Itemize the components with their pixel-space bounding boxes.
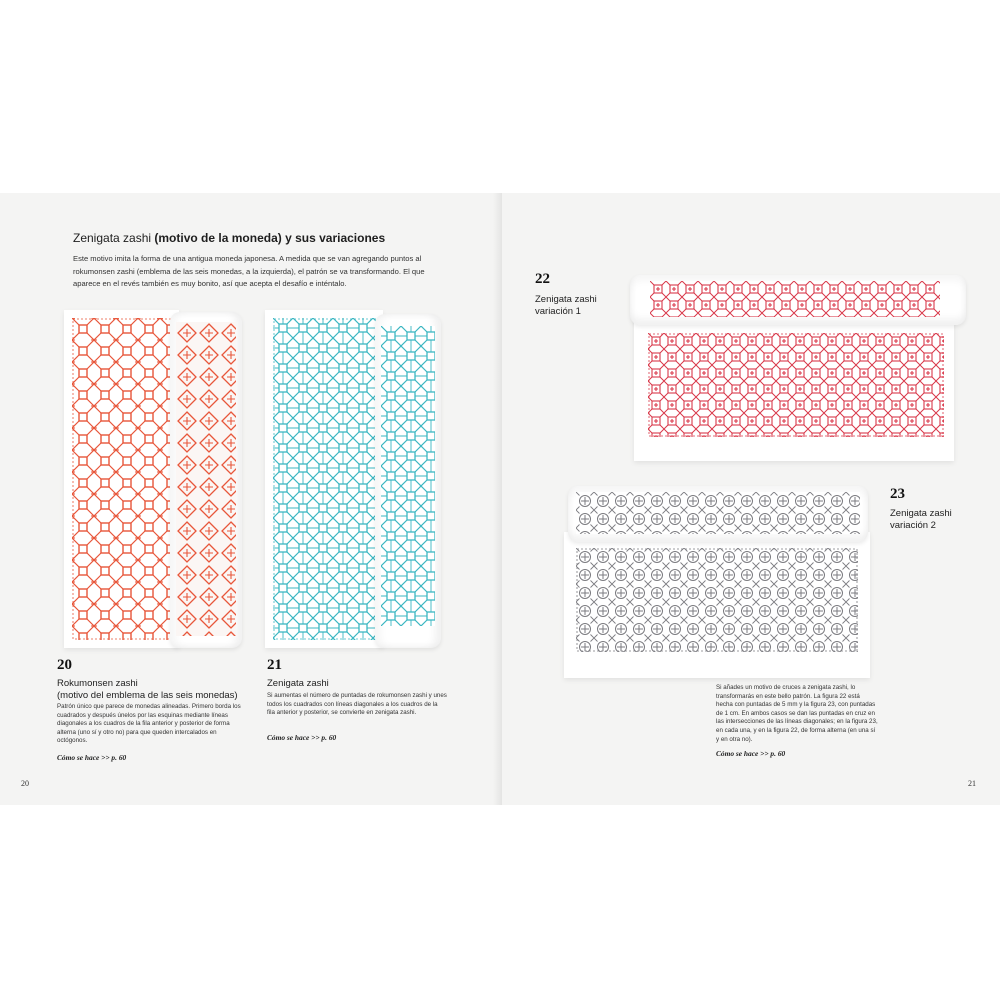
figure-22-title-line2: variación 1 [535, 306, 581, 317]
howto-page: p. 60 [321, 733, 337, 742]
figure-22-title [535, 294, 597, 318]
figure-21-howto-link[interactable] [267, 733, 336, 742]
figure-20-title-line1: Rokumonsen zashi [57, 678, 138, 689]
fig23-roll-pattern [576, 492, 860, 534]
figure-23-title [890, 508, 952, 532]
figure-23-title-line1: Zenigata zashi [890, 508, 952, 519]
figure-21-title: Zenigata zashi [267, 678, 329, 689]
section-title [73, 231, 385, 245]
figure-20-image [64, 310, 246, 650]
page-number-right: 21 [968, 779, 976, 788]
left-page [0, 193, 498, 805]
figure-23-image [564, 486, 874, 678]
intro-paragraph: Este motivo imita la forma de una antigua moneda japonesa. A medida que se van agregando puntos al rokumonsen zashi (emblema de las seis monedas, a la izquierda), el patrón se va transformando. El que aparece en el revés también es muy bonito, así que acepta el desafío e inténtalo. [73, 254, 425, 288]
title-regular: Zenigata zashi [73, 231, 155, 245]
howto-label: Cómo se hace >> [716, 749, 769, 758]
howto-page: p. 60 [770, 749, 786, 758]
fig22-stitch-pattern [648, 333, 944, 437]
fig21-stitch-pattern [273, 318, 377, 640]
figure-21-image [265, 310, 447, 650]
figure-22-image [630, 275, 970, 461]
page-number-left: 20 [21, 779, 29, 788]
figure-22-number: 22 [535, 271, 550, 287]
figure-20-number: 20 [57, 657, 72, 673]
fig22-roll-pattern [650, 281, 940, 317]
right-howto-link[interactable] [716, 749, 785, 758]
right-page-description: Si añades un motivo de cruces a zenigata zashi, lo transformarás en este bello patrón. La figura 22 está hecha con puntadas de 5 mm y la figura 23, con puntadas de 1 cm. En ambos casos se dan las puntadas en cruz en las intersecciones de las líneas diagonales; en la figura 23, en cada una, y en la figura 22, de forma alterna (en una sí y en otra no). [716, 684, 878, 743]
figure-20-howto-link[interactable] [57, 753, 126, 762]
figure-21-description: Si aumentas el número de puntadas de rokumonsen zashi y unes todos los cuadrados con líneas diagonales a los cuadros de la fila anterior y posterior, se convierte en zenigata zashi. [267, 692, 447, 717]
fig20-roll-pattern [176, 322, 236, 636]
book-spread [0, 193, 1000, 805]
figure-23-title-line2: variación 2 [890, 520, 936, 531]
figure-20-title [57, 678, 277, 702]
howto-page: p. 60 [111, 753, 127, 762]
howto-label: Cómo se hace >> [267, 733, 320, 742]
title-bold: (motivo de la moneda) y sus variaciones [154, 231, 386, 245]
fig20-stitch-pattern [72, 318, 174, 640]
figure-23-number: 23 [890, 486, 905, 502]
figure-20-description: Patrón único que parece de monedas alineadas. Primero borda los cuadrados y después únelos por las esquinas mediante líneas diagonales a los cuadros de la fila anterior y posterior de forma alterna (uno sí y otro no) para que queden intercalados en octógonos. [57, 703, 241, 745]
howto-label: Cómo se hace >> [57, 753, 110, 762]
right-page [502, 193, 1000, 805]
figure-22-title-line1: Zenigata zashi [535, 294, 597, 305]
fig23-stitch-pattern [576, 548, 858, 652]
figure-20-title-line2: (motivo del emblema de las seis monedas) [57, 690, 238, 701]
fig21-roll-pattern [381, 326, 435, 626]
figure-21-number: 21 [267, 657, 282, 673]
